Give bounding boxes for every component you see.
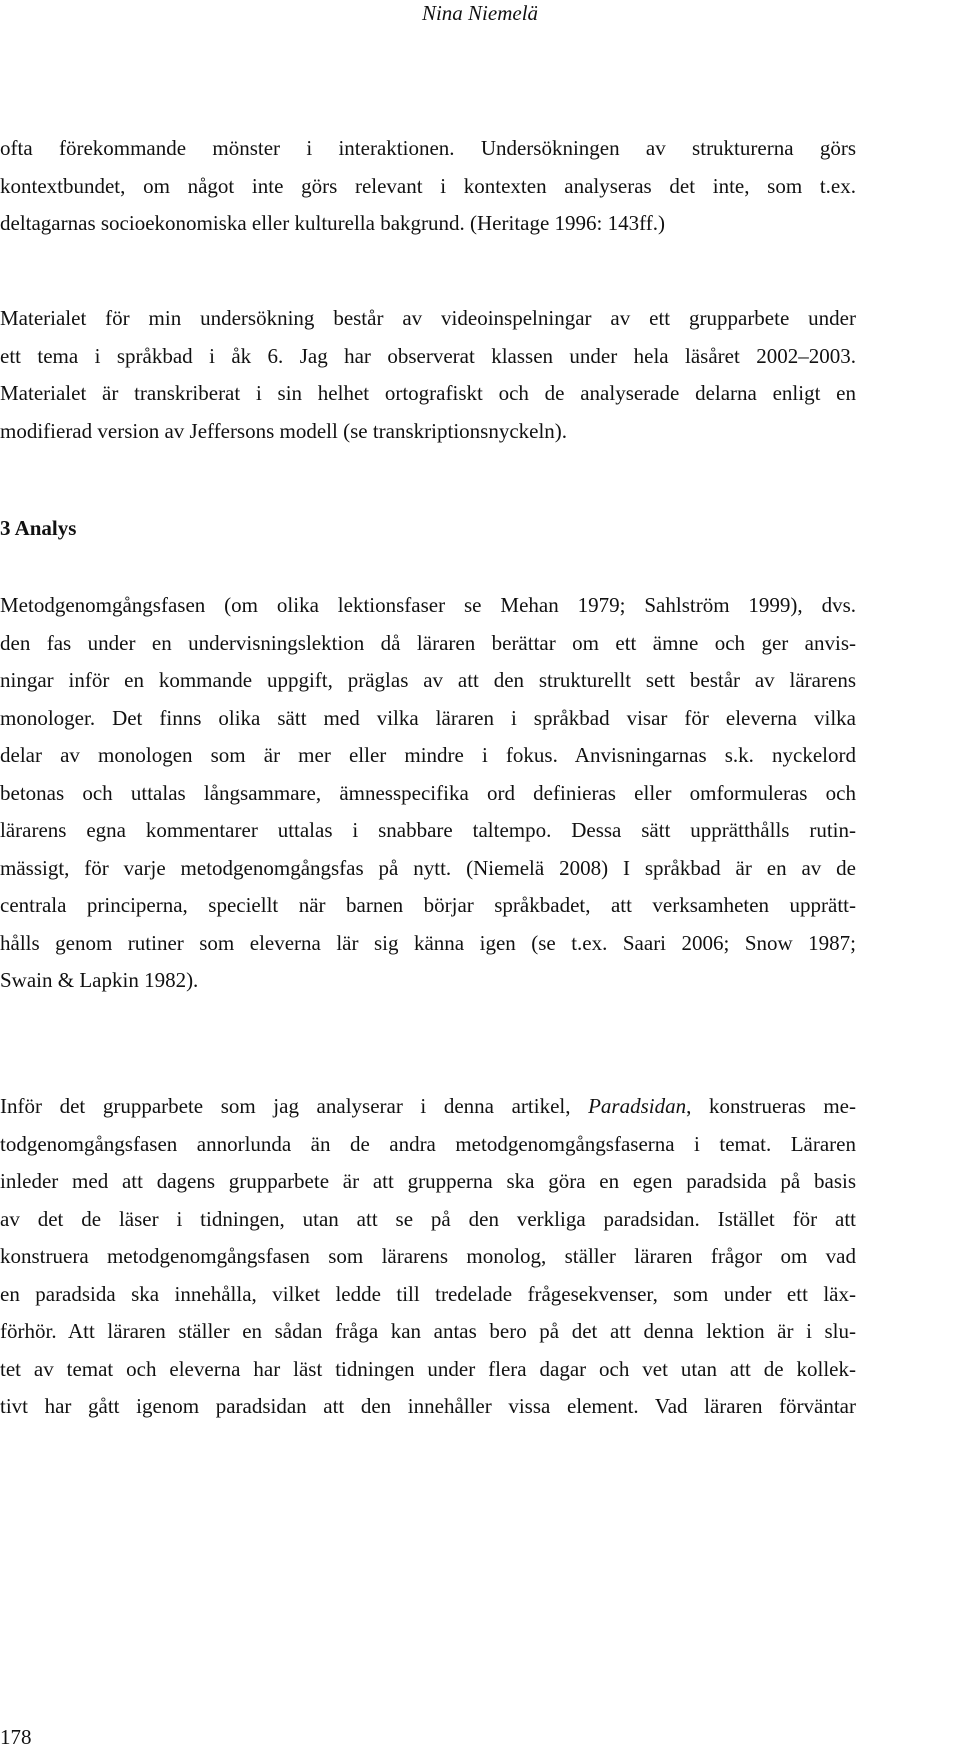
paragraph-line: Materialet är transkriberat i sin helhet ortografiskt och de analyserade delarna enligt en <box>0 381 856 405</box>
page-number: 178 <box>0 1725 32 1749</box>
paragraph-line: monologer. Det finns olika sätt med vilka läraren i språkbad visar för eleverna vilka <box>0 705 856 730</box>
paragraph-2 <box>0 300 856 450</box>
paragraph-line: hålls genom rutiner som eleverna lär sig känna igen (se t.ex. Saari 2006; Snow 1987; <box>0 930 856 955</box>
paragraph-line <box>0 1088 856 1126</box>
running-head: Nina Niemelä <box>421 1 539 25</box>
paragraph-line: deltagarnas socioekonomiska eller kulturella bakgrund. (Heritage 1996: 143ff.) <box>0 211 665 235</box>
paragraph-line: Metodgenomgångsfasen (om olika lektionsfaser se Mehan 1979; Sahlström 1999), dvs. <box>0 593 856 617</box>
text-run: Inför det grupparbete som jag analyserar i denna artikel, <box>0 1094 589 1118</box>
paragraph-line: tivt har gått igenom paradsidan att den innehåller vissa element. Vad läraren förväntar <box>0 1394 856 1418</box>
paragraph-3 <box>0 587 856 1000</box>
text-run: , konstrueras me- <box>686 1094 856 1118</box>
paragraph-line: betonas och uttalas långsammare, ämnesspecifika ord definieras eller omformuleras och <box>0 780 856 805</box>
paragraph-4 <box>0 1088 856 1426</box>
article-title: Paradsidan <box>588 1094 687 1118</box>
paragraph-line: delar av monologen som är mer eller mindre i fokus. Anvisningarnas s.k. nyckelord <box>0 743 856 767</box>
section-heading: 3 Analys <box>0 516 77 540</box>
paragraph-line: lärarens egna kommentarer uttalas i snabbare taltempo. Dessa sätt upprätthålls rutin- <box>0 818 856 842</box>
paragraph-line: ett tema i språkbad i åk 6. Jag har observerat klassen under hela läsåret 2002–2003. <box>0 343 856 368</box>
paragraph-line: Materialet för min undersökning består av videoinspelningar av ett grupparbete under <box>0 306 856 330</box>
paragraph-line: modifierad version av Jeffersons modell (se transkriptionsnyckeln). <box>0 418 568 443</box>
paragraph-line: centrala principerna, speciellt när barnen börjar språkbadet, att verksamheten upprätt- <box>0 893 856 917</box>
paragraph-line: inleder med att dagens grupparbete är att grupperna ska göra en egen paradsida på basis <box>0 1169 856 1193</box>
paragraph-line: av det de läser i tidningen, utan att se på den verkliga paradsidan. Istället för att <box>0 1206 856 1231</box>
paragraph-line: mässigt, för varje metodgenomgångsfas på nytt. (Niemelä 2008) I språkbad är en av de <box>0 855 856 880</box>
paragraph-line: ofta förekommande mönster i interaktionen. Undersökningen av strukturerna görs <box>0 136 856 160</box>
paragraph-line: den fas under en undervisningslektion då läraren berättar om ett ämne och ger anvis- <box>0 630 856 655</box>
paragraph-line: Swain & Lapkin 1982). <box>0 968 199 992</box>
paragraph-line: en paradsida ska innehålla, vilket ledde till tredelade frågesekvenser, som under ett läx- <box>0 1281 856 1306</box>
paragraph-line: tet av temat och eleverna har läst tidningen under flera dagar och vet utan att de kollek- <box>0 1356 856 1381</box>
paragraph-line: förhör. Att läraren ställer en sådan fråga kan antas bero på det att denna lektion är i slu- <box>0 1319 856 1343</box>
paragraph-line: todgenomgångsfasen annorlunda än de andra metodgenomgångsfaserna i temat. Läraren <box>0 1131 856 1156</box>
paragraph-line: konstruera metodgenomgångsfasen som lärarens monolog, ställer läraren frågor om vad <box>0 1244 856 1268</box>
paragraph-1 <box>0 130 856 243</box>
paragraph-line: kontextbundet, om något inte görs relevant i kontexten analyseras det inte, som t.ex. <box>0 173 856 198</box>
paragraph-line: ningar inför en kommande uppgift, präglas av att den strukturellt sett består av lärarens <box>0 668 856 692</box>
